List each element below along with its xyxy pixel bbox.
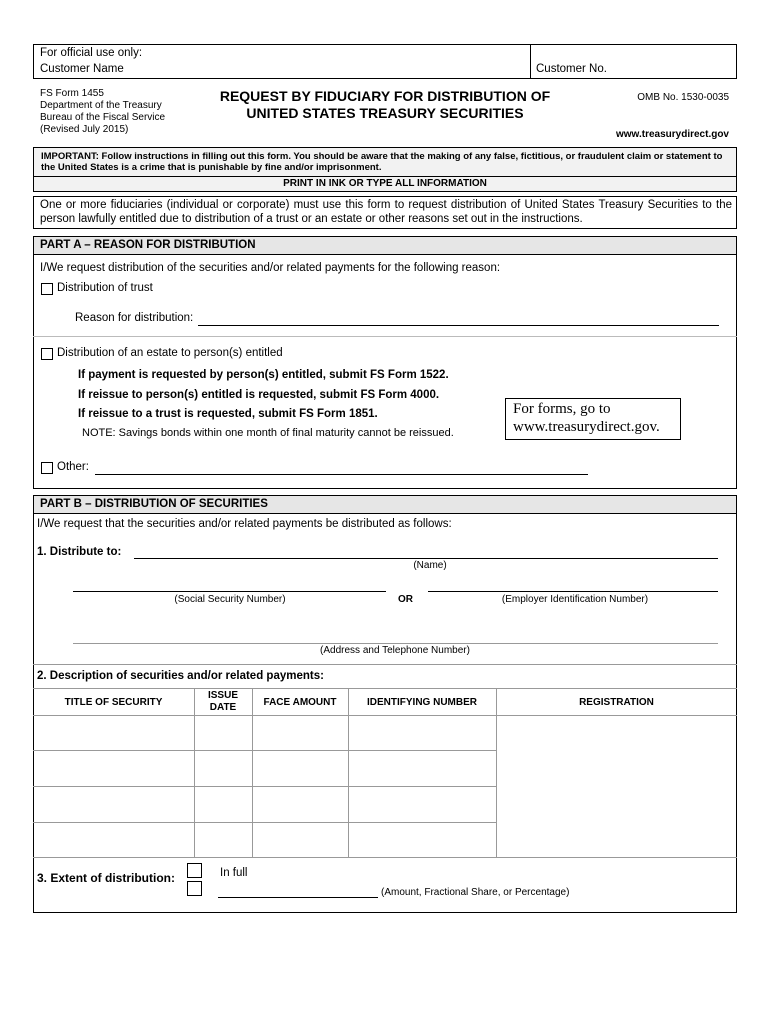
amount-input-line[interactable] [218, 897, 378, 898]
form-1522-instruction: If payment is requested by person(s) entitled, submit FS Form 1522. [78, 369, 449, 381]
forms-box-line1: For forms, go to [513, 401, 611, 417]
estate-label: Distribution of an estate to person(s) entitled [57, 347, 283, 359]
col-title-of-security: TITLE OF SECURITY [64, 697, 163, 708]
part-b-heading-rule [33, 513, 737, 514]
part-a-request: I/We request distribution of the securities and/or related payments for the following reason: [40, 262, 501, 274]
table-row[interactable] [34, 787, 495, 822]
distribute-to-label: 1. Distribute to: [37, 546, 122, 558]
table-row[interactable] [34, 716, 495, 750]
official-use-divider [530, 44, 531, 79]
part-b-request: I/We request that the securities and/or related payments be distributed as follows: [37, 518, 452, 530]
omb-number: OMB No. 1530-0035 [637, 92, 729, 103]
table-row[interactable] [34, 751, 495, 786]
part-a-heading: PART A – REASON FOR DISTRIBUTION [34, 237, 736, 254]
table-row[interactable] [34, 823, 495, 857]
reason-input-line[interactable] [198, 325, 719, 326]
table-bottom-rule [33, 857, 737, 858]
ssn-input-line[interactable] [73, 591, 386, 592]
official-use-label: For official use only: [40, 47, 143, 59]
ein-caption: (Employer Identification Number) [501, 594, 649, 605]
partial-checkbox[interactable] [187, 881, 202, 896]
important-divider [33, 176, 737, 177]
bureau-name: Bureau of the Fiscal Service [40, 112, 166, 123]
address-input-line[interactable] [73, 643, 718, 644]
form-number: FS Form 1455 [40, 88, 104, 99]
col-identifying-number: IDENTIFYING NUMBER [367, 697, 477, 708]
ssn-caption: (Social Security Number) [174, 594, 286, 605]
address-divider [33, 664, 737, 665]
col-face-amount: FACE AMOUNT [263, 697, 337, 708]
estate-checkbox[interactable] [41, 348, 53, 360]
trust-checkbox[interactable] [41, 283, 53, 295]
form-1851-instruction: If reissue to a trust is requested, submit FS Form 1851. [78, 408, 378, 420]
part-b-heading: PART B – DISTRIBUTION OF SECURITIES [34, 496, 736, 513]
or-label: OR [398, 594, 413, 605]
trust-label: Distribution of trust [57, 282, 153, 294]
department-name: Department of the Treasury [40, 100, 162, 111]
reason-divider [33, 336, 737, 337]
print-instruction: PRINT IN INK OR TYPE ALL INFORMATION [283, 178, 487, 189]
ein-input-line[interactable] [428, 591, 718, 592]
website-link[interactable]: www.treasurydirect.gov [616, 129, 729, 140]
address-caption: (Address and Telephone Number) [320, 645, 470, 656]
other-input-line[interactable] [95, 474, 588, 475]
col-issue-date: ISSUE DATE [207, 690, 238, 713]
name-input-line[interactable] [134, 558, 718, 559]
other-checkbox[interactable] [41, 462, 53, 474]
customer-no-field[interactable]: Customer No. [536, 63, 607, 75]
extent-label: 3. Extent of distribution: [37, 871, 175, 885]
in-full-label: In full [220, 867, 248, 879]
revised-date: (Revised July 2015) [40, 124, 129, 135]
forms-box-line2: www.treasurydirect.gov. [513, 419, 660, 435]
form-title-line2: UNITED STATES TREASURY SECURITIES [246, 105, 524, 121]
other-label: Other: [57, 461, 89, 473]
description-label: 2. Description of securities and/or related payments: [37, 670, 324, 682]
amount-caption: (Amount, Fractional Share, or Percentage) [381, 887, 570, 898]
in-full-checkbox[interactable] [187, 863, 202, 878]
important-notice: IMPORTANT: Follow instructions in filling out this form. You should be aware that the making of any false, fictitious, or fraudulent claim or statement to the United States is a crime that is punishable by fine and/or imprisonment. [41, 151, 723, 173]
intro-text: One or more fiduciaries (individual or corporate) must use this form to request distribution of United States Treasury Securities to the person lawfully entitled due to distribution of a trust or an estate or other reasons set out in the instructions. [40, 199, 732, 225]
part-a-heading-rule [33, 254, 737, 255]
registration-cell[interactable] [497, 716, 736, 857]
form-title-line1: REQUEST BY FIDUCIARY FOR DISTRIBUTION OF [219, 88, 551, 104]
col-registration: REGISTRATION [579, 697, 654, 708]
customer-name-field[interactable]: Customer Name [40, 63, 124, 75]
table-top-rule [33, 688, 737, 689]
form-4000-instruction: If reissue to person(s) entitled is requested, submit FS Form 4000. [78, 389, 440, 401]
reason-label: Reason for distribution: [75, 312, 194, 324]
name-caption: (Name) [413, 560, 447, 571]
savings-bond-note: NOTE: Savings bonds within one month of final maturity cannot be reissued. [82, 427, 454, 439]
